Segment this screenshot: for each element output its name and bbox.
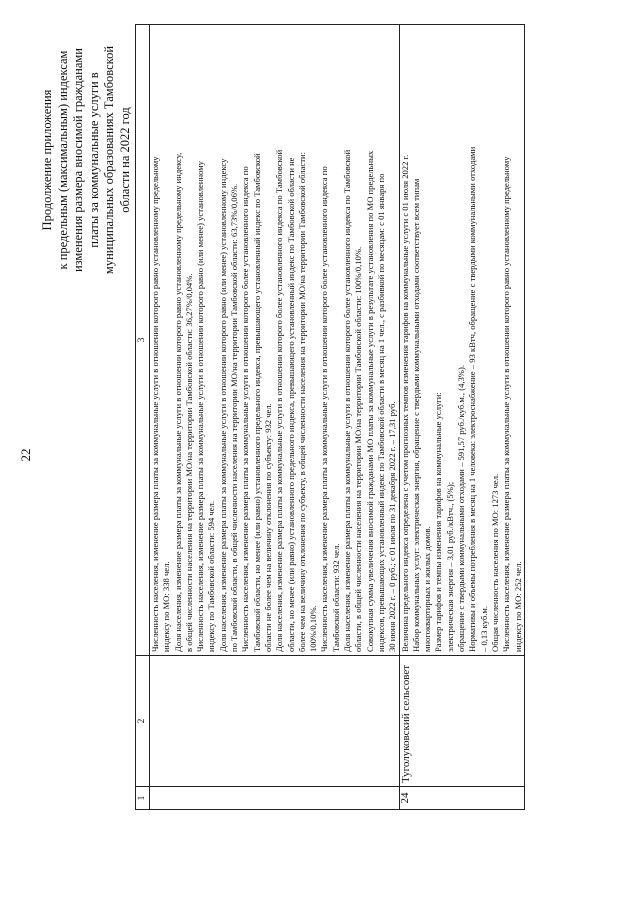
text-line: Набор коммунальных услуг: электрическая энергия, обращение с твердыми коммунальными отходами соответствует всем типам	[410, 178, 421, 652]
text-line: индексу по МО: 252 чел.	[512, 561, 523, 652]
caption-line: к предельным (максимальным) индексам	[55, 50, 70, 270]
indicators-cell	[399, 25, 524, 656]
text-line: области не более чем на величину отклонения по субъекту: 932 чел.	[262, 403, 273, 652]
municipality-cell	[150, 656, 400, 787]
table-header-row	[136, 25, 150, 810]
text-line: 100%/0,10%.	[308, 605, 319, 652]
column-header-1: 1	[136, 787, 150, 810]
text-line: индексу по МО: 338 чел.	[161, 561, 172, 652]
text-line: Численность населения, изменение размера платы за коммунальные услуги в отношении которого равно установленному предельному	[150, 156, 160, 652]
municipality-cell: Туголуковский сельсовет	[399, 656, 524, 787]
text-line: Нормативы и объемы потребления в месяц на 1 человека: электроснабжение – 93 кВтч, обращение с твердыми коммунальными отходами	[467, 146, 478, 652]
text-line: Доля населения, изменение размера платы за коммунальные услуги в отношении которого равно (или менее) установленному индексу	[217, 158, 228, 652]
column-header-3: 3	[136, 25, 150, 656]
caption-line: Продолжение приложения	[40, 89, 54, 231]
text-line: – 0,13 куб.м.	[478, 606, 489, 652]
table-row	[150, 25, 400, 810]
table-row	[399, 25, 524, 810]
caption-line: платы за коммунальные услуги в	[86, 72, 101, 248]
text-line: Численность населения, изменение размера платы за коммунальные услуги в отношении которого более установленного индекса по	[319, 166, 330, 652]
text-line: индексу по Тамбовской области: 594 чел.	[206, 501, 217, 652]
text-line: Величина предельного индекса определена с учетом прогнозных темпов изменения тарифов на коммунальные услуги с 01 июля 2022 г.	[399, 154, 410, 652]
column-header-2: 2	[136, 656, 150, 787]
text-line: Численность населения, изменение размера платы за коммунальные услуги в отношении которого равно установленному предельному	[501, 156, 512, 652]
text-line: в общей численности населения на территории МО/на территории Тамбовской области: 36,27%/0,04%.	[183, 273, 194, 652]
text-line: индексов, превышающих установленный индекс по Тамбовской области в месяц на 1 чел., с разбивкой по месяцам: с 01 января по	[375, 173, 386, 652]
row-number-cell: 24	[399, 787, 524, 810]
text-line: более чем на величину отклонения по субъекту, в общей численности населения на территории МО/на территории Тамбовской области:	[296, 152, 307, 652]
text-line: Общая численность населения по МО: 1273 чел.	[489, 473, 500, 652]
text-line: области, но менее (или равно) установленного предельного индекса, превышающего установленный индекс по Тамбовской области не	[285, 157, 296, 652]
text-line: области, в общей численности населения на территории МО/на территории Тамбовской области: 100%/0,10%.	[353, 246, 364, 652]
row-number-cell	[150, 787, 400, 810]
caption-line: муниципальных образованиях Тамбовской	[102, 45, 116, 275]
text-line: электрическая энергия – 3,01 руб./кВтч., (5%);	[444, 481, 455, 652]
text-line: Тамбовской области, но менее (или равно) установленного предельного индекса, превышающего установленный индекс по Тамбовской	[251, 153, 262, 652]
page-number: 22	[18, 448, 33, 462]
indices-table	[135, 24, 525, 810]
text-line: многоквартирных и жилых домов.	[422, 526, 433, 652]
text-line: Доля населения, изменение размера платы за коммунальные услуги в отношении которого более установленного индекса по Тамбовской	[274, 149, 285, 652]
text-line: обращение с твердыми коммунальными отходами – 591,57 руб./куб.м., (4,3%).	[456, 365, 467, 652]
text-line: Доля населения, изменение размера платы за коммунальные услуги в отношении которого равно установленному предельному индексу,	[172, 152, 183, 652]
text-line: Доля населения, изменение размера платы за коммунальные услуги в отношении которого более установленного индекса по Тамбовской	[342, 149, 353, 652]
text-line: по Тамбовской области, в общей численности населения на территории МО/на территории Тамбовской области: 63,73%/0,06%.	[229, 183, 240, 652]
text-line: Тамбовской области: 932 чел.	[330, 543, 341, 652]
indicators-cell	[150, 25, 400, 656]
caption-line: области на 2022 год	[117, 107, 132, 213]
text-line: Численность населения, изменение размера платы за коммунальные услуги в отношении которого более установленного индекса по	[240, 166, 251, 652]
text-line: Численность населения, изменение размера платы за коммунальные услуги в отношении которого равно (или менее) установленному	[195, 161, 206, 652]
text-line: Совокупная сумма увеличения вносимой гражданами МО платы за коммунальные услуги в результате установления по МО предельных	[364, 150, 375, 652]
appendix-caption	[40, 25, 133, 295]
text-line: 30 июня 2022 г. – 0 руб.; с 01 июля по 31 декабря 2022 г. – 17,31 руб.	[387, 401, 398, 652]
caption-line: изменения размера вносимой гражданами	[71, 48, 85, 273]
text-line: Размер тарифов и темпы изменения тарифов на коммунальные услуги:	[433, 392, 444, 652]
